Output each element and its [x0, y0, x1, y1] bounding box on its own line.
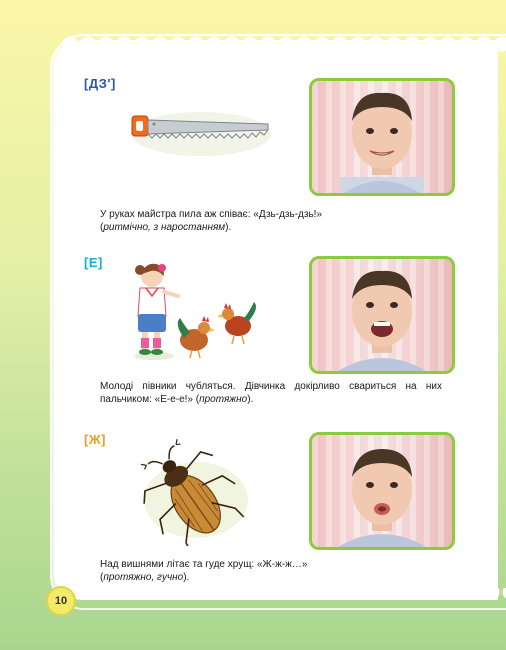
- sound-label-e: [Е]: [84, 255, 103, 270]
- bottom-scallop-decoration: [70, 588, 506, 610]
- caption-dz: У руках майстра пила аж співає: «Дзь-дзь-дзь!» (ритмічно, з наростанням).: [100, 209, 323, 233]
- sound-label-dz: [ДЗ']: [84, 76, 116, 91]
- girl-with-roosters-illustration: [126, 258, 266, 362]
- sound-label-zh: [Ж]: [84, 432, 106, 447]
- caption-zh: Над вишнями літає та гуде хрущ: «Ж-ж-ж…» (протяжно, гучно).: [100, 559, 308, 583]
- boy-photo-dz: [309, 78, 455, 196]
- caption-e: Молоді півники чубляться. Дівчинка докірливо свариться на них пальчиком: «Е-е-е!» (протяжно).: [100, 381, 442, 405]
- top-scallop-decoration: [62, 28, 506, 56]
- saw-illustration: [126, 104, 276, 158]
- page-number: 10: [46, 586, 76, 616]
- boy-photo-e: [309, 256, 455, 374]
- boy-photo-zh: [309, 432, 455, 550]
- beetle-illustration: [126, 436, 256, 546]
